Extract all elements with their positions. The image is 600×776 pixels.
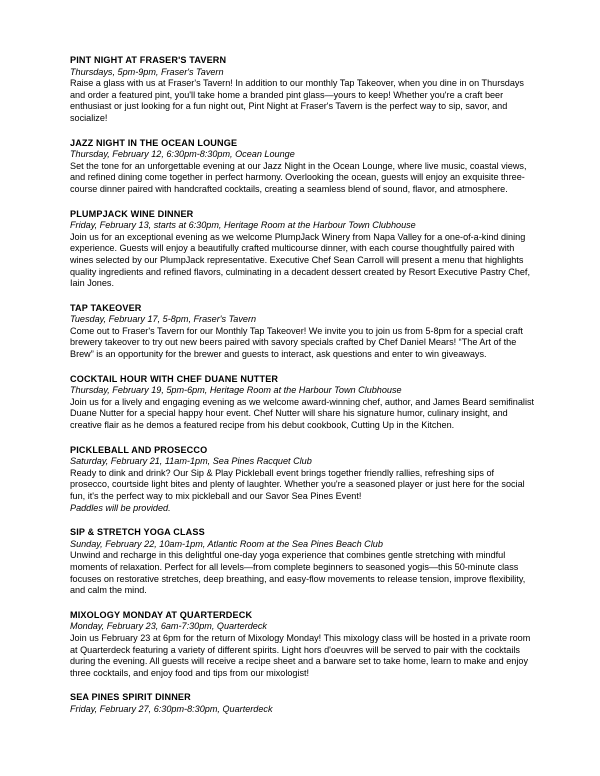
event-when: Tuesday, February 17, 5-8pm, Fraser's Tavern (70, 314, 257, 325)
event-when: Monday, February 23, 6am-7:30pm, Quarterdeck (70, 621, 267, 632)
event-when: Friday, February 13, starts at 6:30pm, Heritage Room at the Harbour Town Clubhouse (70, 220, 416, 231)
event-note: Paddles will be provided. (70, 502, 171, 513)
event-title: PLUMPJACK WINE DINNER (70, 208, 194, 219)
event-entry (70, 55, 536, 125)
event-entry (70, 445, 536, 515)
event-entry (70, 303, 536, 361)
event-entry (70, 610, 536, 680)
event-description: Come out to Fraser's Tavern for our Monthly Tap Takeover! We invite you to join us from 5-8pm for a special craft brewery takeover to try out new beers paired with savory specials crafted by Chef Daniel Mears! “The Art of the Brew” is an opportunity for the brewer and guests to interact, ask questions and enter to win giveaways. (70, 325, 523, 360)
event-title: PICKLEBALL AND PROSECCO (70, 444, 208, 455)
event-description: Join us for an exceptional evening as we welcome PlumpJack Winery from Napa Valley for a one-of-a-kind dining experience. Guests will enjoy a beautifully crafted multicourse dinner, with each course thoughtfully paired with wines selected by our PlumpJack representative. Executive Chef Sean Carroll will present a menu that highlights quality ingredients and refined flavors, culminating in a decadent dessert created by Resort Executive Pastry Chef, Iain Jones. (70, 231, 530, 289)
event-title: PINT NIGHT AT FRASER'S TAVERN (70, 55, 227, 65)
event-description: Unwind and recharge in this delightful one-day yoga experience that combines gentle stretching with mindful moments of relaxation. Perfect for all levels—from complete beginners to seasoned yogis—this 50-minute class focuses on restorative stretches, deep breathing, and easy-flow movements to release tension, improve flexibility, and calm the mind. (70, 550, 526, 596)
event-when: Friday, February 27, 6:30pm-8:30pm, Quarterdeck (70, 703, 273, 714)
event-entry (70, 209, 536, 290)
event-when: Thursdays, 5pm-9pm, Fraser's Tavern (70, 66, 224, 77)
event-when: Thursday, February 19, 5pm-6pm, Heritage Room at the Harbour Town Clubhouse (70, 385, 402, 396)
event-entry (70, 138, 536, 196)
event-title: SIP & STRETCH YOGA CLASS (70, 527, 205, 538)
event-entry (70, 692, 536, 715)
event-description: Join us February 23 at 6pm for the return of Mixology Monday! This mixology class will be hosted in a private room at Quarterdeck featuring a variety of different spirits. Light hors d'oeuvres will be served to pair with the cocktails during the evening. All guests will receive a recipe sheet and a barware set to take home, learn to make and enjoy three cocktails, and enjoy food and tips from our mixologist! (70, 632, 531, 678)
event-title: COCKTAIL HOUR WITH CHEF DUANE NUTTER (70, 373, 279, 384)
event-title: JAZZ NIGHT IN THE OCEAN LOUNGE (70, 137, 238, 148)
event-title: MIXOLOGY MONDAY AT QUARTERDECK (70, 609, 253, 620)
event-description: Ready to dink and drink? Our Sip & Play Pickleball event brings together friendly rallies, refreshing sips of prosecco, courtside light bites and plenty of laughter. Whether you're a seasoned player or just here for the social fun, it's the perfect way to mix pickleball and our Savor Sea Pines Event! (70, 467, 525, 501)
event-entry (70, 374, 536, 432)
event-when: Sunday, February 22, 10am-1pm, Atlantic Room at the Sea Pines Beach Club (70, 538, 383, 549)
event-when: Saturday, February 21, 11am-1pm, Sea Pines Racquet Club (70, 456, 312, 467)
event-title: SEA PINES SPIRIT DINNER (70, 692, 191, 703)
event-description: Join us for a lively and engaging evening as we welcome award-winning chef, author, and James Beard semifinalist Duane Nutter for a special happy hour event. Chef Nutter will share his signature humor, culinary insight, and creative flair as he demos a featured recipe from his debut cookbook, Cutting Up in the Kitchen. (70, 396, 535, 431)
event-description: Set the tone for an unforgettable evening at our Jazz Night in the Ocean Lounge, where live music, coastal views, and refined dining come together in perfect harmony. Overlooking the ocean, guests will enjoy an exquisite three-course dinner paired with handcrafted cocktails, creating a seamless blend of sound, flavor, and atmosphere. (70, 160, 527, 194)
event-when: Thursday, February 12, 6:30pm-8:30pm, Ocean Lounge (70, 149, 295, 160)
event-entry (70, 527, 536, 597)
event-title: TAP TAKEOVER (70, 302, 142, 313)
event-description: Raise a glass with us at Fraser's Tavern! In addition to our monthly Tap Takeover, when you dine in on Thursdays and order a featured pint, you'll take home a branded pint glass—yours to keep! Whether you're a craft beer enthusiast or just looking for a fun night out, Pint Night at Fraser's Tavern is the perfect way to sip, savor, and socialize! (70, 78, 524, 123)
